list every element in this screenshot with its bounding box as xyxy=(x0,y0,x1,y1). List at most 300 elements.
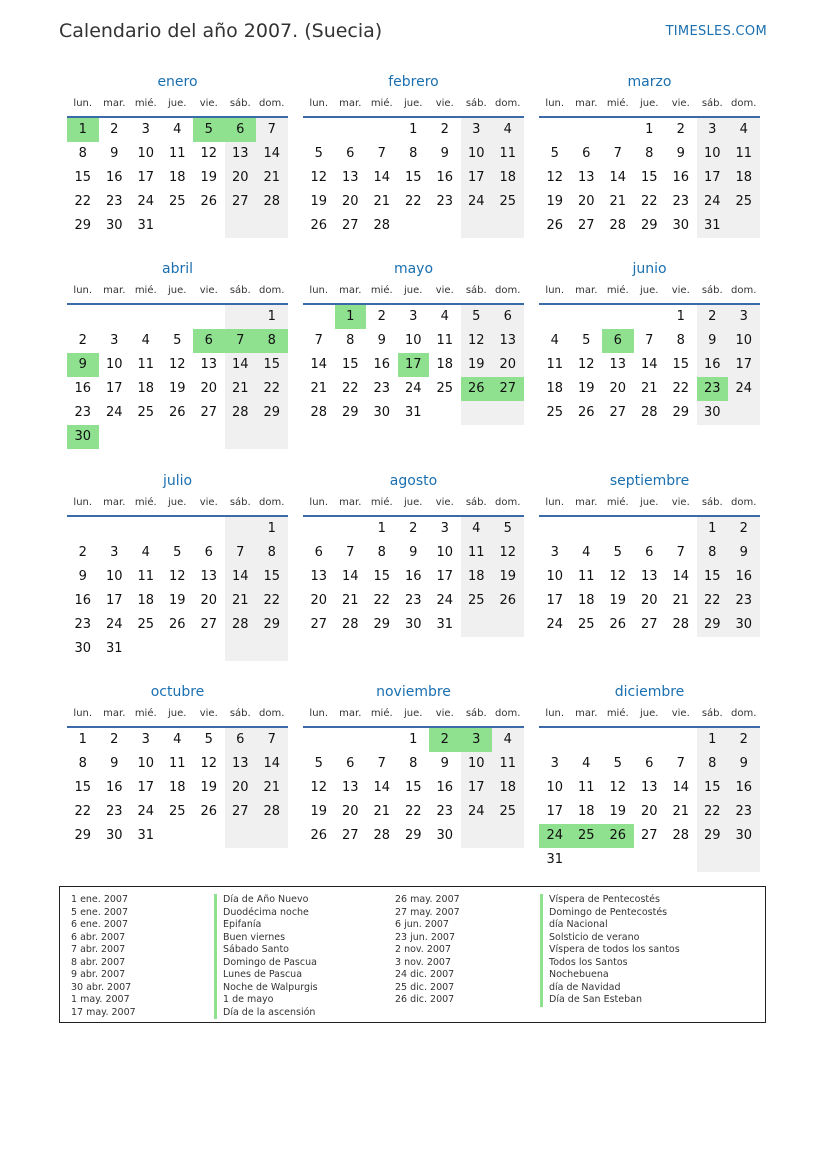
day-cell: 31 xyxy=(436,617,454,632)
empty-cell xyxy=(130,305,162,329)
weekday-label: sáb. xyxy=(465,285,487,296)
empty-cell xyxy=(335,118,367,142)
holiday-day-cell: 26 xyxy=(461,377,493,401)
day-cell: 7 xyxy=(676,756,685,771)
empty-cell xyxy=(571,848,603,872)
day-cell: 4 xyxy=(492,728,524,752)
day-cell: 5 xyxy=(461,305,493,329)
day-cell: 22 xyxy=(341,381,359,396)
month-septiembre xyxy=(539,471,760,637)
day-cell: 18 xyxy=(137,381,155,396)
empty-cell xyxy=(162,214,194,238)
day-grid xyxy=(539,305,760,425)
weekday-label: dom. xyxy=(259,98,285,109)
legend-date: 2 nov. 2007 xyxy=(395,944,451,955)
weekday-label: mié. xyxy=(370,497,393,508)
holiday-day-cell: 6 xyxy=(225,118,257,142)
weekday-label: mar. xyxy=(339,285,362,296)
empty-cell xyxy=(99,305,131,329)
day-cell: 28 xyxy=(672,828,690,843)
day-cell: 19 xyxy=(546,194,564,209)
day-cell: 9 xyxy=(728,541,760,565)
day-cell: 8 xyxy=(676,333,685,348)
month-enero xyxy=(67,72,288,238)
day-cell: 4 xyxy=(582,545,591,560)
legend-holiday-name: Todos los Santos xyxy=(540,957,680,970)
legend-date: 3 nov. 2007 xyxy=(395,956,451,968)
day-cell: 13 xyxy=(225,752,257,776)
day-cell: 15 xyxy=(404,170,422,185)
legend-date: 1 ene. 2007 xyxy=(71,894,128,905)
holiday-day-cell: 26 xyxy=(602,824,634,848)
day-cell: 27 xyxy=(609,405,627,420)
day-cell: 14 xyxy=(256,752,288,776)
day-cell: 20 xyxy=(492,353,524,377)
day-cell: 14 xyxy=(225,353,257,377)
empty-cell xyxy=(665,517,697,541)
day-cell: 11 xyxy=(577,569,595,584)
weekday-label: lun. xyxy=(545,708,565,719)
day-cell: 26 xyxy=(200,194,218,209)
day-cell: 30 xyxy=(728,613,760,637)
empty-cell xyxy=(728,214,760,238)
day-cell: 11 xyxy=(577,780,595,795)
weekday-label: dom. xyxy=(731,497,757,508)
day-cell: 25 xyxy=(728,190,760,214)
day-cell: 19 xyxy=(461,353,493,377)
day-cell: 22 xyxy=(672,381,690,396)
day-cell: 21 xyxy=(256,166,288,190)
legend-holiday-name: día de Navidad xyxy=(540,982,680,995)
day-cell: 9 xyxy=(409,545,418,560)
day-cell: 15 xyxy=(697,776,729,800)
day-cell: 19 xyxy=(609,593,627,608)
day-cell: 26 xyxy=(168,405,186,420)
day-cell: 11 xyxy=(168,146,186,161)
day-cell: 24 xyxy=(461,190,493,214)
weekday-label: jue. xyxy=(640,285,659,296)
weekday-label: dom. xyxy=(259,285,285,296)
day-cell: 30 xyxy=(404,617,422,632)
day-cell: 10 xyxy=(137,146,155,161)
day-cell: 28 xyxy=(310,405,328,420)
day-cell: 17 xyxy=(137,170,155,185)
day-cell: 18 xyxy=(492,166,524,190)
day-cell: 9 xyxy=(377,333,386,348)
day-cell: 27 xyxy=(225,190,257,214)
weekday-label: vie. xyxy=(671,497,690,508)
month-name: diciembre xyxy=(614,684,685,700)
day-grid xyxy=(539,517,760,637)
day-cell: 21 xyxy=(256,776,288,800)
empty-cell xyxy=(539,118,571,142)
day-cell: 14 xyxy=(373,170,391,185)
holiday-day-cell: 8 xyxy=(256,329,288,353)
day-cell: 23 xyxy=(728,800,760,824)
day-cell: 2 xyxy=(409,521,418,536)
empty-cell xyxy=(99,425,131,449)
day-cell: 29 xyxy=(74,828,92,843)
day-cell: 28 xyxy=(256,190,288,214)
weekday-label: mié. xyxy=(134,98,157,109)
day-cell: 2 xyxy=(728,517,760,541)
day-cell: 27 xyxy=(341,218,359,233)
day-cell: 9 xyxy=(697,329,729,353)
empty-cell xyxy=(665,728,697,752)
day-cell: 4 xyxy=(141,545,150,560)
holiday-day-cell: 17 xyxy=(398,353,430,377)
weekday-label: mié. xyxy=(606,285,629,296)
day-cell: 27 xyxy=(200,617,218,632)
day-cell: 23 xyxy=(728,589,760,613)
holiday-day-cell: 3 xyxy=(461,728,493,752)
day-cell: 18 xyxy=(546,381,564,396)
holiday-day-cell: 7 xyxy=(225,329,257,353)
legend-holiday-name: Epifanía xyxy=(214,919,318,932)
empty-cell xyxy=(193,214,225,238)
day-cell: 18 xyxy=(137,593,155,608)
day-cell: 6 xyxy=(204,545,213,560)
weekday-label: jue. xyxy=(404,285,423,296)
day-cell: 23 xyxy=(74,617,92,632)
day-cell: 19 xyxy=(200,170,218,185)
day-cell: 17 xyxy=(461,776,493,800)
empty-cell xyxy=(602,517,634,541)
weekday-label: sáb. xyxy=(229,708,251,719)
weekday-label: mar. xyxy=(103,98,126,109)
empty-cell xyxy=(162,305,194,329)
day-cell: 25 xyxy=(577,617,595,632)
empty-cell xyxy=(256,214,288,238)
legend-holiday-name: Día de la ascensión xyxy=(214,1007,318,1020)
weekday-header xyxy=(539,279,760,305)
day-cell: 1 xyxy=(697,728,729,752)
day-cell: 16 xyxy=(105,170,123,185)
day-cell: 11 xyxy=(492,142,524,166)
day-cell: 22 xyxy=(404,194,422,209)
day-cell: 30 xyxy=(105,828,123,843)
day-cell: 12 xyxy=(609,780,627,795)
empty-cell xyxy=(225,214,257,238)
day-cell: 25 xyxy=(546,405,564,420)
legend-holiday-name: día Nacional xyxy=(540,919,680,932)
day-cell: 6 xyxy=(582,146,591,161)
day-cell: 18 xyxy=(461,565,493,589)
legend-date: 26 dic. 2007 xyxy=(395,994,455,1005)
day-cell: 25 xyxy=(137,405,155,420)
month-name: agosto xyxy=(389,473,438,489)
month-name: septiembre xyxy=(609,473,690,489)
day-cell: 6 xyxy=(645,545,654,560)
day-cell: 13 xyxy=(492,329,524,353)
day-cell: 26 xyxy=(492,589,524,613)
day-cell: 12 xyxy=(310,170,328,185)
day-cell: 6 xyxy=(225,728,257,752)
day-cell: 29 xyxy=(373,617,391,632)
day-cell: 17 xyxy=(105,593,123,608)
day-cell: 19 xyxy=(168,381,186,396)
weekday-header xyxy=(303,702,524,728)
day-cell: 31 xyxy=(137,218,155,233)
weekday-label: dom. xyxy=(495,285,521,296)
day-cell: 5 xyxy=(314,756,323,771)
day-cell: 7 xyxy=(676,545,685,560)
empty-cell xyxy=(634,728,666,752)
day-cell: 2 xyxy=(110,122,119,137)
day-cell: 4 xyxy=(550,333,559,348)
day-cell: 24 xyxy=(137,804,155,819)
weekday-label: mié. xyxy=(606,98,629,109)
weekday-label: mié. xyxy=(370,98,393,109)
weekday-label: lun. xyxy=(545,497,565,508)
day-cell: 29 xyxy=(697,824,729,848)
day-cell: 20 xyxy=(609,381,627,396)
day-cell: 17 xyxy=(105,381,123,396)
day-cell: 14 xyxy=(640,357,658,372)
page-title: Calendario del año 2007. (Suecia) xyxy=(59,20,383,42)
empty-cell xyxy=(492,214,524,238)
day-cell: 26 xyxy=(310,828,328,843)
weekday-label: dom. xyxy=(495,497,521,508)
legend-holiday-name: Domingo de Pascua xyxy=(214,957,318,970)
day-cell: 13 xyxy=(200,569,218,584)
empty-cell xyxy=(303,517,335,541)
empty-cell xyxy=(130,637,162,661)
day-cell: 3 xyxy=(440,521,449,536)
holiday-day-cell: 1 xyxy=(67,118,99,142)
legend-date: 1 may. 2007 xyxy=(71,994,130,1005)
weekday-label: sáb. xyxy=(465,708,487,719)
weekday-label: lun. xyxy=(309,708,329,719)
legend-date: 17 may. 2007 xyxy=(71,1006,136,1018)
day-cell: 1 xyxy=(676,309,685,324)
empty-cell xyxy=(571,517,603,541)
day-cell: 28 xyxy=(609,218,627,233)
empty-cell xyxy=(162,517,194,541)
day-cell: 27 xyxy=(225,800,257,824)
legend-date: 5 ene. 2007 xyxy=(71,906,128,918)
legend-holiday-name: Domingo de Pentecostés xyxy=(540,907,680,920)
empty-cell xyxy=(461,613,493,637)
weekday-label: jue. xyxy=(168,708,187,719)
empty-cell xyxy=(571,728,603,752)
day-cell: 5 xyxy=(613,545,622,560)
day-cell: 12 xyxy=(200,756,218,771)
day-cell: 16 xyxy=(728,565,760,589)
weekday-label: dom. xyxy=(731,708,757,719)
empty-cell xyxy=(67,305,99,329)
day-cell: 25 xyxy=(492,190,524,214)
day-cell: 9 xyxy=(440,146,449,161)
empty-cell xyxy=(634,848,666,872)
day-cell: 21 xyxy=(609,194,627,209)
day-cell: 18 xyxy=(577,593,595,608)
day-cell: 30 xyxy=(373,405,391,420)
empty-cell xyxy=(193,517,225,541)
day-cell: 15 xyxy=(74,170,92,185)
day-cell: 9 xyxy=(78,569,87,584)
day-cell: 13 xyxy=(640,780,658,795)
day-cell: 13 xyxy=(640,569,658,584)
day-cell: 15 xyxy=(256,353,288,377)
empty-cell xyxy=(697,848,729,872)
day-cell: 15 xyxy=(672,357,690,372)
day-cell: 13 xyxy=(577,170,595,185)
day-cell: 13 xyxy=(310,569,328,584)
day-cell: 22 xyxy=(256,377,288,401)
day-cell: 11 xyxy=(436,333,454,348)
day-grid xyxy=(67,728,288,848)
empty-cell xyxy=(335,728,367,752)
day-cell: 18 xyxy=(168,780,186,795)
day-cell: 28 xyxy=(672,617,690,632)
weekday-label: dom. xyxy=(259,497,285,508)
day-cell: 12 xyxy=(168,357,186,372)
day-cell: 22 xyxy=(404,804,422,819)
day-cell: 14 xyxy=(609,170,627,185)
month-name: junio xyxy=(632,261,667,277)
day-cell: 27 xyxy=(310,617,328,632)
empty-cell xyxy=(162,824,194,848)
weekday-label: lun. xyxy=(73,497,93,508)
day-cell: 19 xyxy=(492,565,524,589)
weekday-label: jue. xyxy=(168,98,187,109)
weekday-label: sáb. xyxy=(229,497,251,508)
empty-cell xyxy=(67,517,99,541)
day-cell: 27 xyxy=(200,405,218,420)
holiday-day-cell: 2 xyxy=(429,728,461,752)
day-cell: 4 xyxy=(141,333,150,348)
empty-cell xyxy=(130,517,162,541)
day-cell: 24 xyxy=(728,377,760,401)
day-cell: 17 xyxy=(137,780,155,795)
weekday-header xyxy=(539,702,760,728)
empty-cell xyxy=(303,305,335,329)
empty-cell xyxy=(303,728,335,752)
day-cell: 21 xyxy=(373,194,391,209)
weekday-label: dom. xyxy=(495,98,521,109)
day-cell: 31 xyxy=(137,828,155,843)
empty-cell xyxy=(225,517,257,541)
day-cell: 17 xyxy=(546,593,564,608)
holiday-day-cell: 24 xyxy=(539,824,571,848)
day-cell: 5 xyxy=(204,732,213,747)
day-cell: 2 xyxy=(110,732,119,747)
weekday-label: mar. xyxy=(575,285,598,296)
day-cell: 26 xyxy=(609,617,627,632)
day-cell: 6 xyxy=(346,146,355,161)
empty-cell xyxy=(193,824,225,848)
holiday-day-cell: 6 xyxy=(193,329,225,353)
day-cell: 12 xyxy=(310,780,328,795)
day-cell: 1 xyxy=(409,122,418,137)
day-cell: 13 xyxy=(341,170,359,185)
empty-cell xyxy=(162,637,194,661)
empty-cell xyxy=(539,517,571,541)
weekday-label: lun. xyxy=(73,708,93,719)
day-cell: 20 xyxy=(310,593,328,608)
day-cell: 3 xyxy=(110,545,119,560)
holiday-day-cell: 1 xyxy=(335,305,367,329)
empty-cell xyxy=(366,118,398,142)
month-junio xyxy=(539,259,760,425)
day-cell: 28 xyxy=(373,828,391,843)
brand-link[interactable]: TIMESLES.COM xyxy=(665,24,767,39)
day-cell: 29 xyxy=(672,405,690,420)
weekday-label: jue. xyxy=(168,497,187,508)
day-cell: 16 xyxy=(404,569,422,584)
day-cell: 10 xyxy=(105,569,123,584)
day-cell: 10 xyxy=(436,545,454,560)
day-cell: 24 xyxy=(461,800,493,824)
weekday-label: vie. xyxy=(435,98,454,109)
weekday-header xyxy=(67,92,288,118)
day-grid xyxy=(303,517,524,637)
day-cell: 20 xyxy=(341,194,359,209)
day-cell: 24 xyxy=(697,190,729,214)
day-cell: 25 xyxy=(168,804,186,819)
day-cell: 29 xyxy=(697,613,729,637)
weekday-header xyxy=(303,92,524,118)
legend-holiday-name: Nochebuena xyxy=(540,969,680,982)
day-cell: 15 xyxy=(341,357,359,372)
month-name: julio xyxy=(162,473,193,489)
day-cell: 8 xyxy=(377,545,386,560)
empty-cell xyxy=(539,305,571,329)
day-cell: 4 xyxy=(173,732,182,747)
day-grid xyxy=(539,728,760,872)
day-cell: 5 xyxy=(613,756,622,771)
day-cell: 19 xyxy=(310,804,328,819)
month-name: noviembre xyxy=(376,684,451,700)
legend-date: 27 may. 2007 xyxy=(395,906,460,918)
day-cell: 14 xyxy=(225,565,257,589)
day-cell: 7 xyxy=(256,118,288,142)
day-cell: 19 xyxy=(609,804,627,819)
weekday-label: mar. xyxy=(339,98,362,109)
day-cell: 22 xyxy=(640,194,658,209)
day-cell: 3 xyxy=(110,333,119,348)
day-cell: 1 xyxy=(256,517,288,541)
day-cell: 25 xyxy=(461,589,493,613)
day-cell: 31 xyxy=(404,405,422,420)
weekday-label: dom. xyxy=(259,708,285,719)
empty-cell xyxy=(398,214,430,238)
month-marzo xyxy=(539,72,760,238)
empty-cell xyxy=(571,118,603,142)
day-grid xyxy=(67,305,288,449)
empty-cell xyxy=(492,401,524,425)
day-cell: 20 xyxy=(225,776,257,800)
day-cell: 10 xyxy=(461,752,493,776)
day-cell: 2 xyxy=(728,728,760,752)
day-cell: 15 xyxy=(373,569,391,584)
day-cell: 22 xyxy=(373,593,391,608)
day-cell: 2 xyxy=(676,122,685,137)
legend-date: 8 abr. 2007 xyxy=(71,956,126,968)
day-cell: 31 xyxy=(697,214,729,238)
day-cell: 29 xyxy=(341,405,359,420)
weekday-label: sáb. xyxy=(229,285,251,296)
day-cell: 14 xyxy=(341,569,359,584)
month-agosto xyxy=(303,471,524,637)
day-cell: 1 xyxy=(78,732,87,747)
day-cell: 5 xyxy=(492,517,524,541)
day-cell: 8 xyxy=(346,333,355,348)
day-cell: 9 xyxy=(110,146,119,161)
day-cell: 9 xyxy=(676,146,685,161)
day-cell: 23 xyxy=(105,804,123,819)
